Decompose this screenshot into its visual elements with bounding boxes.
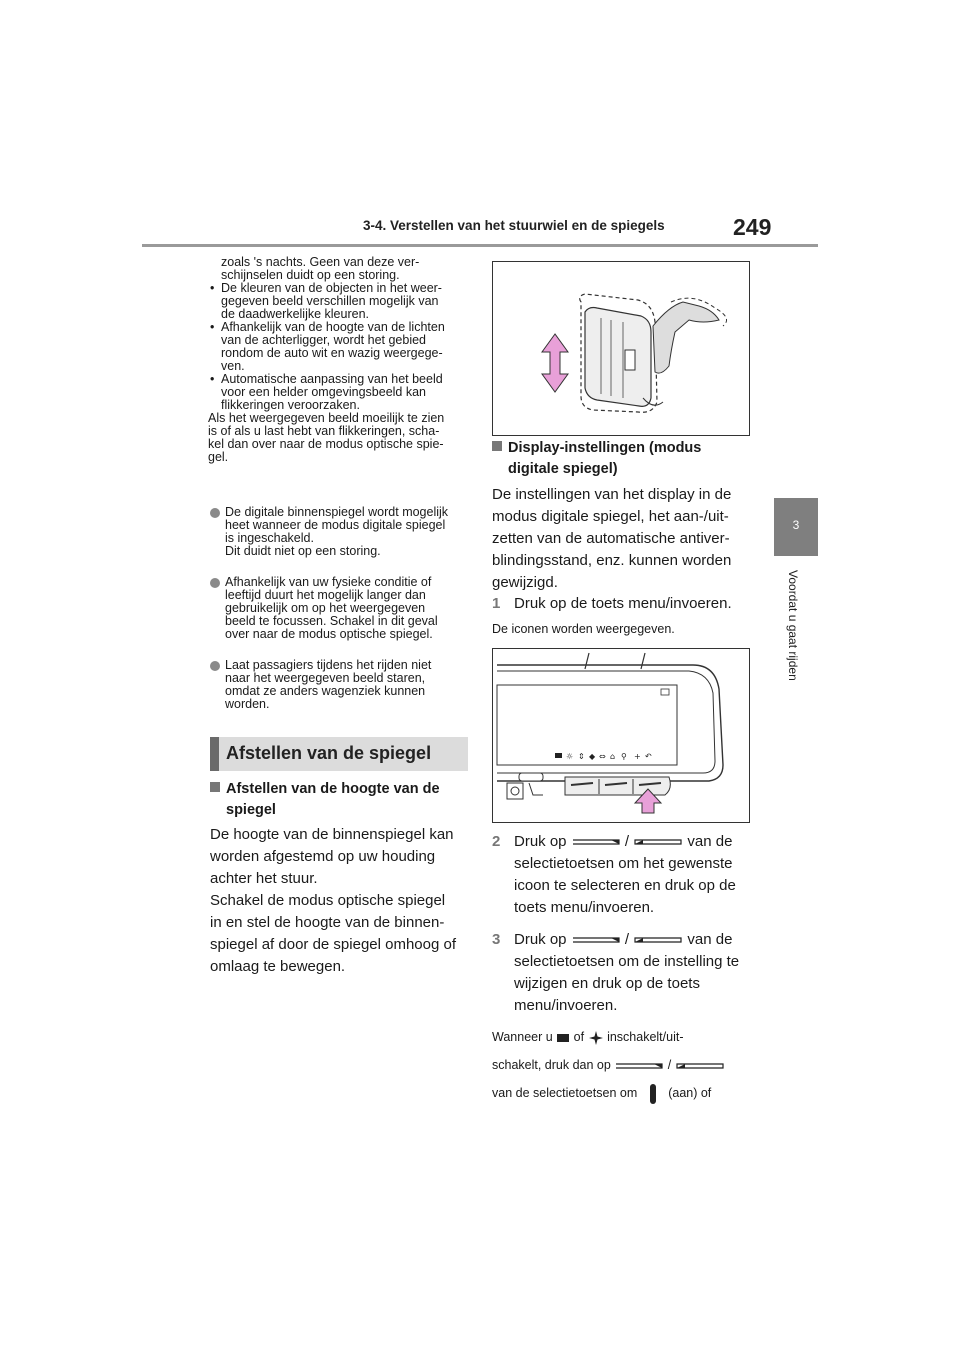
svg-text:⇔: ⇔ [599,752,606,761]
on-indicator-icon [641,1082,665,1106]
section-heading-bar [210,737,219,771]
left-select-key-icon [571,837,621,847]
chapter-number: 3 [792,518,800,532]
bullet-item: • De kleuren van de objecten in het weer- gegeven beeld verschillen mogelijk van de daadwerkelijke kleuren. [208,282,470,321]
bullet-dot-icon [210,661,220,671]
page-number: 249 [733,214,772,240]
right-select-key-icon [633,935,683,945]
text-line: zoals 's nachts. Geen van deze ver- [221,255,420,269]
caption: De iconen worden weergegeven. [492,622,675,636]
text-line: schijnselen duidt op een storing. [221,268,400,282]
svg-text:⌂: ⌂ [610,752,616,761]
note-item: Afhankelijk van uw fysieke conditie of leeftijd duurt het mogelijk langer dan gebruikelijk om op het weergegeven beeld te focussen. Schakel in dit geval over naar de modus optische spiegel. [210,576,483,641]
bullet-item: • Afhankelijk van de hoogte van de lichten van de achterligger, wordt het gebied rondom de auto wit en wazig weergege- ven. [208,321,470,373]
chapter-label: Voordat u gaat rijden [786,570,800,681]
paragraph: Schakel de modus optische spiegel in en stel de hoogte van de binnen- spiegel af door de spiegel omhoog of omlaag te bewegen. [210,892,457,975]
square-bullet-icon [210,782,220,792]
svg-text:◆: ◆ [589,752,596,761]
left-select-key-icon [614,1061,664,1071]
note-item: De digitale binnenspiegel wordt mogelijk heet wanneer de modus digitale spiegel is ingeschakeld. Dit duidt niet op een storing. [210,506,483,558]
bullet-item: • Automatische aanpassing van het beeld voor een helder omgevingsbeeld kan flikkeringen veroorzaken. [208,373,470,412]
section-title: Afstellen van de spiegel [226,743,432,763]
up-down-arrow-icon [542,334,568,392]
svg-text:☼: ☼ [566,752,574,761]
paragraph: De instellingen van het display in de modus digitale spiegel, het aan-/uit- zetten van de automatische antiver- blindingsstand, enz. kunnen worden gewijzigd. [492,486,732,591]
left-select-key-icon [571,935,621,945]
note-item: Laat passagiers tijdens het rijden niet naar het weergegeven beeld staren, omdat ze anders wagenziek kunnen worden. [210,659,483,711]
paragraph: Als het weergegeven beeld moeilijk te zien is of als u last hebt van flikkeringen, scha- kel dan over naar de modus optische spie- gel. [208,411,445,464]
step-1: 1 Druk op de toets menu/invoeren. [492,595,732,612]
square-bullet-icon [492,441,502,451]
header-divider [142,244,818,247]
subheading: Afstellen van de hoogte van de spiegel [210,779,472,821]
display-mode-icon [556,1032,570,1044]
svg-text:↶: ↶ [645,752,652,761]
section-header: 3-4. Verstellen van het stuurwiel en de spiegels [363,218,665,233]
step-3: 3 Druk op / van de selectietoetsen om de instelling te wijzigen en druk op de toets menu/invoeren. [492,931,740,1014]
mirror-height-illustration [492,261,750,436]
subheading: Display-instellingen (modus digitale spiegel) [492,438,754,480]
mirror-display-illustration [492,648,750,823]
svg-text:+: + [634,752,641,761]
star-sparkle-icon [588,1030,604,1046]
right-select-key-icon [633,837,683,847]
bullet-dot-icon [210,508,220,518]
note-paragraph: Wanneer u of inschakelt/uit- schakelt, druk dan op / van de selectietoetsen om (aan) of [492,1023,762,1107]
menu-icons-row [555,752,652,761]
right-select-key-icon [675,1061,725,1071]
svg-text:⚲: ⚲ [621,752,627,761]
svg-text:⇕: ⇕ [578,752,585,761]
intro-text [208,256,470,464]
paragraph: De hoogte van de binnenspiegel kan worden afgestemd op uw houding achter het stuur. [210,826,454,887]
bullet-dot-icon [210,578,220,588]
step-2: 2 Druk op / van de selectietoetsen om het gewenste icoon te selecteren en druk op de toets menu/invoeren. [492,833,736,916]
